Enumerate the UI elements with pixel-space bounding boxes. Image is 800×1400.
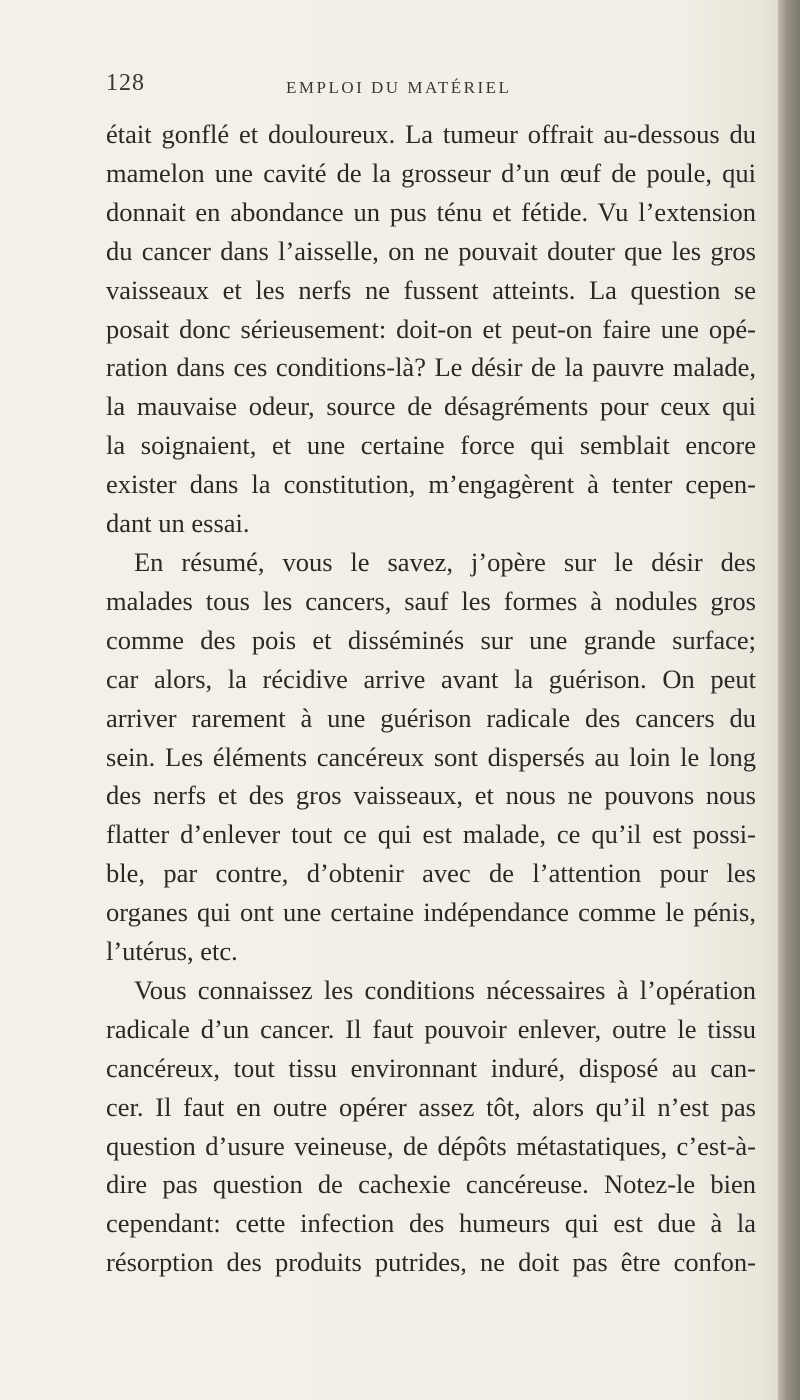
text-line: organes qui ont une certaine indépendance comme le pénis, <box>106 897 756 928</box>
text-line: posait donc sérieusement: doit-on et peut-on faire une opé- <box>106 313 756 344</box>
text-line: car alors, la récidive arrive avant la guérison. On peut <box>106 663 756 694</box>
text-line: question d’usure veineuse, de dépôts métastatiques, c’est-à- <box>106 1130 756 1161</box>
text-line: vaisseaux et les nerfs ne fussent atteints. La question se <box>106 274 756 305</box>
text-line: ble, par contre, d’obtenir avec de l’attention pour les <box>106 858 756 889</box>
text-line: dire pas question de cachexie cancéreuse. Notez-le bien <box>106 1169 756 1200</box>
text-line: dant un essai. <box>106 508 250 539</box>
text-line: des nerfs et des gros vaisseaux, et nous ne pouvons nous <box>106 780 756 811</box>
text-line: flatter d’enlever tout ce qui est malade, ce qu’il est possi- <box>106 819 756 850</box>
text-line: la soignaient, et une certaine force qui semblait encore <box>106 430 756 461</box>
text-line: malades tous les cancers, sauf les formes à nodules gros <box>106 585 756 616</box>
text-line: arriver rarement à une guérison radicale des cancers du <box>106 702 756 733</box>
text-line: Vous connaissez les conditions nécessaires à l’opération <box>134 974 756 1005</box>
text-line: cependant: cette infection des humeurs qui est due à la <box>106 1208 756 1239</box>
text-line: sein. Les éléments cancéreux sont dispersés au loin le long <box>106 741 756 772</box>
page-number: 128 <box>106 70 145 96</box>
text-line: l’utérus, etc. <box>106 936 238 967</box>
page-binding-edge <box>778 0 800 1400</box>
body-text <box>106 115 756 1282</box>
text-line: du cancer dans l’aisselle, on ne pouvait douter que les gros <box>106 235 756 266</box>
text-line: En résumé, vous le savez, j’opère sur le désir des <box>134 546 756 577</box>
text-line: résorption des produits putrides, ne doit pas être confon- <box>106 1247 756 1278</box>
text-line: mamelon une cavité de la grosseur d’un œuf de poule, qui <box>106 157 756 188</box>
text-line: cancéreux, tout tissu environnant induré, disposé au can- <box>106 1052 756 1083</box>
text-line: la mauvaise odeur, source de désagréments pour ceux qui <box>106 391 756 422</box>
text-line: radicale d’un cancer. Il faut pouvoir enlever, outre le tissu <box>106 1013 756 1044</box>
text-line: comme des pois et disséminés sur une grande surface; <box>106 624 756 655</box>
running-head: EMPLOI DU MATÉRIEL <box>286 78 512 97</box>
text-line: donnait en abondance un pus ténu et fétide. Vu l’extension <box>106 196 756 227</box>
page-header <box>106 60 756 100</box>
text-line: exister dans la constitution, m’engagèrent à tenter cepen- <box>106 469 756 500</box>
text-line: était gonflé et douloureux. La tumeur offrait au-dessous du <box>106 119 756 149</box>
text-line: ration dans ces conditions-là? Le désir de la pauvre malade, <box>106 352 756 383</box>
text-line: cer. Il faut en outre opérer assez tôt, alors qu’il n’est pas <box>106 1091 756 1122</box>
